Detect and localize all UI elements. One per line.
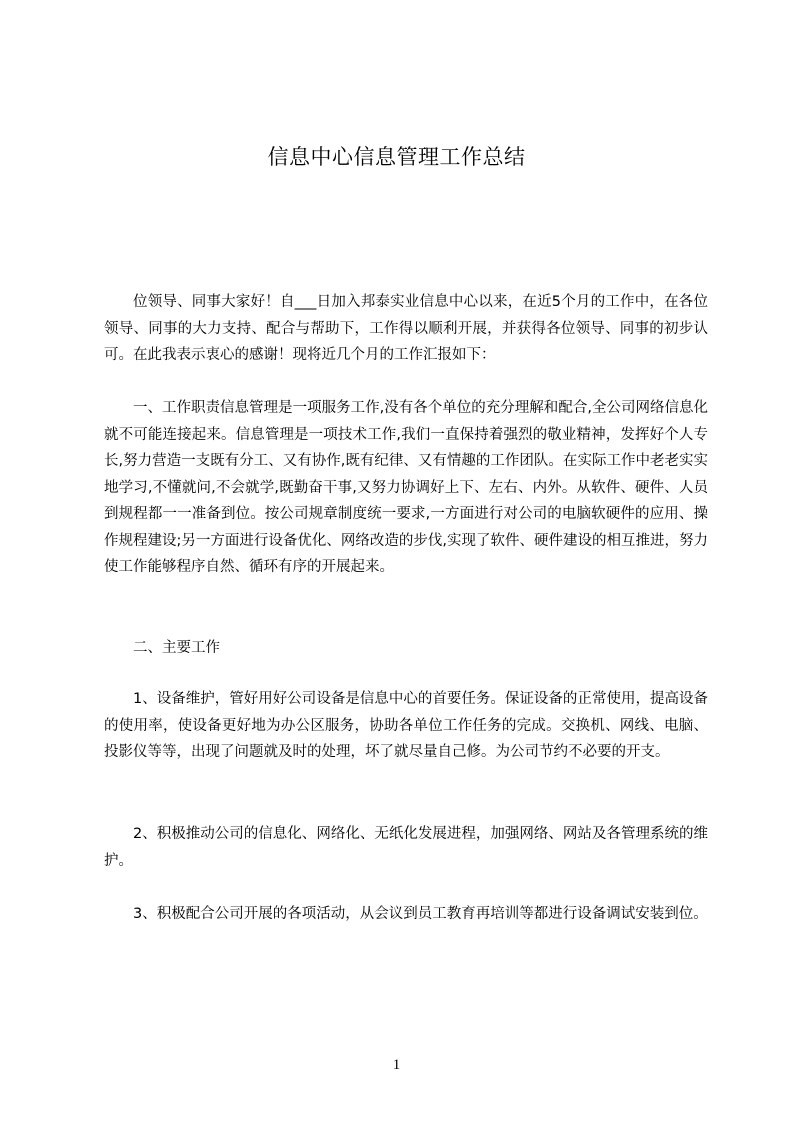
work-item-2: 2、积极推动公司的信息化、网络化、无纸化发展进程，加强网络、网站及各管理系统的维护。 xyxy=(104,826,708,869)
work-item-3: 3、积极配合公司开展的各项活动，从会议到员工教育再培训等都进行设备调试安装到位。 xyxy=(133,906,708,922)
work-item-1: 1、设备维护，管好用好公司设备是信息中心的首要任务。保证设备的正常使用，提高设备的使用率，使设备更好地为办公区服务，协助各单位工作任务的完成。交换机、网线、电脑、投影仪等等，出现了问题就及时的处理，坏了就尽量自己修。为公司节约不必要的开支。 xyxy=(104,691,708,760)
section2-heading: 二、主要工作 xyxy=(133,640,220,656)
section1-paragraph: 一、工作职责信息管理是一项服务工作,没有各个单位的充分理解和配合,全公司网络信息化就不可能连接起来。信息管理是一项技术工作,我们一直保持着强烈的敬业精神，发挥好个人专长,努力营造一支既有分工、又有协作,既有纪律、又有情趣的工作团队。在实际工作中老老实实地学习,不懂就问,不会就学,既勤奋干事,又努力协调好上下、左右、内外。从软件、硬件、人员到规程都一一准备到位。按公司规章制度统一要求,一方面进行对公司的电脑软硬件的应用、操作规程建设;另一方面进行设备优化、网络改造的步伐,实现了软件、硬件建设的相互推进，努力使工作能够程序自然、循环有序的开展起来。 xyxy=(104,400,708,575)
page-number: 1 xyxy=(392,1057,401,1073)
intro-paragraph: 位领导、同事大家好！自___日加入邦泰实业信息中心以来，在近5个月的工作中，在各位领导、同事的大力支持、配合与帮助下，工作得以顺利开展，并获得各位领导、同事的初步认可。在此我表示衷心的感谢！现将近几个月的工作汇报如下： xyxy=(104,294,708,363)
page-title: 信息中心信息管理工作总结 xyxy=(267,145,526,169)
